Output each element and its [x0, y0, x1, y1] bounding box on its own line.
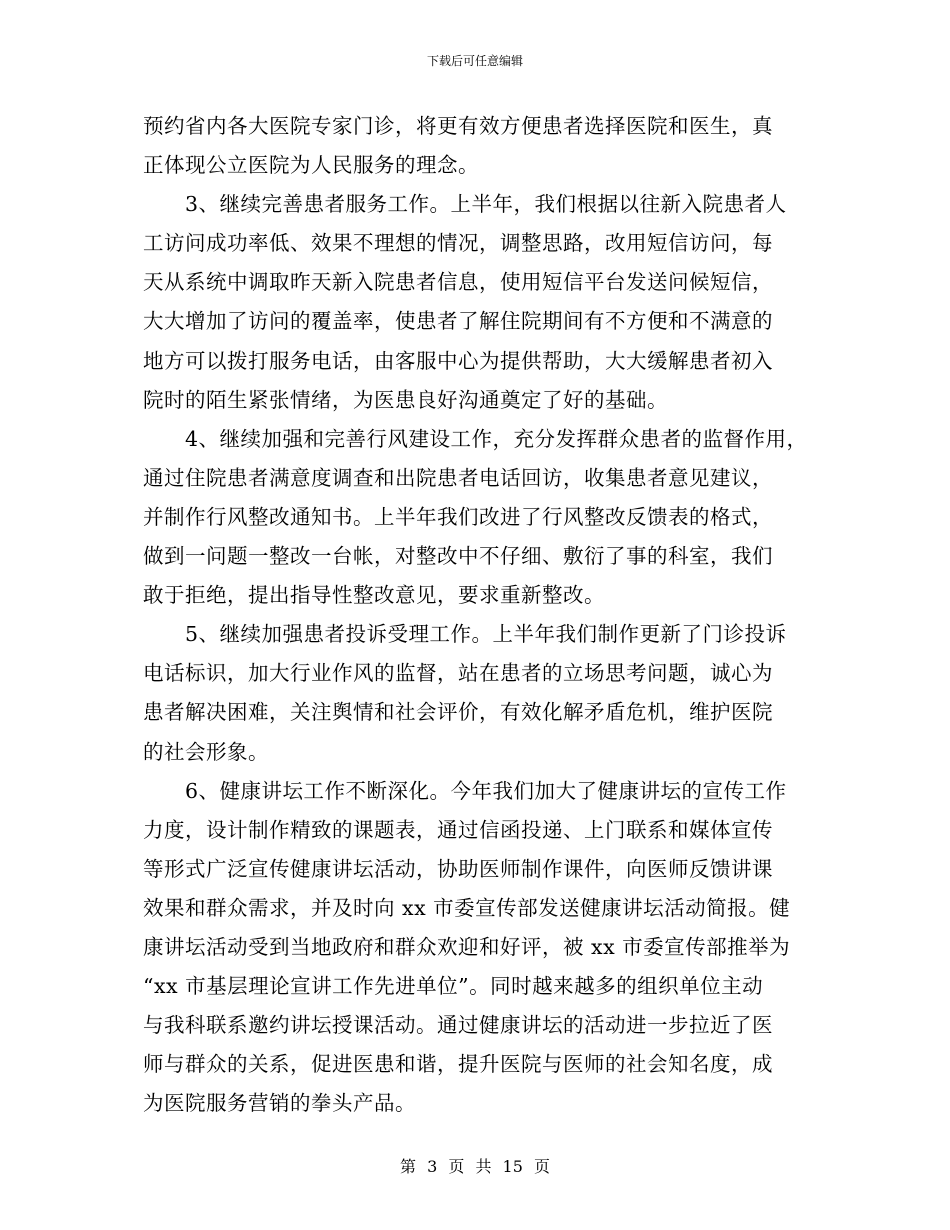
- text-line: 地方可以拨打服务电话，由客服中心为提供帮助，大大缓解患者初入: [143, 348, 773, 373]
- text-line: 天从系统中调取昨天新入院患者信息，使用短信平台发送问候短信，: [143, 270, 773, 295]
- text-line: 预约省内各大医院专家门诊，将更有效方便患者选择医院和医生，真: [143, 114, 773, 138]
- text-line: 3、继续完善患者服务工作。上半年，我们根据以往新入院患者人: [185, 192, 787, 217]
- text-line: 通过住院患者满意度调查和出院患者电话回访，收集患者意见建议，: [143, 465, 773, 490]
- text-line: 院时的陌生紧张情绪，为医患良好沟通奠定了好的基础。: [143, 387, 668, 412]
- text-line: 工访问成功率低、效果不理想的情况，调整思路，改用短信访问，每: [143, 231, 773, 256]
- text-line: 5、继续加强患者投诉受理工作。上半年我们制作更新了门诊投诉: [185, 622, 787, 647]
- page-header: 下载后可任意编辑: [426, 54, 523, 68]
- text-line: 康讲坛活动受到当地政府和群众欢迎和好评，被 xx 市委宣传部推举为: [143, 934, 791, 959]
- text-line: 电话标识，加大行业作风的监督，站在患者的立场思考问题，诚心为: [143, 661, 773, 686]
- text-line: 正体现公立医院为人民服务的理念。: [143, 153, 479, 178]
- text-line: “xx 市基层理论宣讲工作先进单位”。同时越来越多的组织单位主动: [143, 974, 764, 999]
- document-body: [143, 107, 823, 1123]
- text-line: 的社会形象。: [143, 739, 269, 764]
- text-line: 敢于拒绝，提出指导性整改意见，要求重新整改。: [143, 583, 605, 608]
- text-line: 效果和群众需求，并及时向 xx 市委宣传部发送健康讲坛活动简报。健: [143, 895, 791, 920]
- text-line: 做到一问题一整改一台帐，对整改中不仔细、敷衍了事的科室，我们: [143, 544, 773, 569]
- text-line: 等形式广泛宣传健康讲坛活动，协助医师制作课件，向医师反馈讲课: [143, 856, 773, 881]
- page-number-footer: 第 3 页 共 15 页: [400, 1157, 550, 1176]
- text-line: 患者解决困难，关注舆情和社会评价，有效化解矛盾危机，维护医院: [143, 700, 773, 725]
- text-line: 师与群众的关系，促进医患和谐，提升医院与医师的社会知名度，成: [143, 1052, 773, 1077]
- text-line: 并制作行风整改通知书。上半年我们改进了行风整改反馈表的格式，: [143, 504, 773, 529]
- text-line: 力度，设计制作精致的课题表，通过信函投递、上门联系和媒体宣传: [143, 817, 773, 842]
- text-line: 与我科联系邀约讲坛授课活动。通过健康讲坛的活动进一步拉近了医: [143, 1013, 773, 1038]
- text-line: 为医院服务营销的拳头产品。: [143, 1091, 416, 1116]
- text-line: 4、继续加强和完善行风建设工作，充分发挥群众患者的监督作用，: [185, 426, 808, 451]
- text-line: 6、健康讲坛工作不断深化。今年我们加大了健康讲坛的宣传工作: [185, 778, 787, 803]
- text-line: 大大增加了访问的覆盖率，使患者了解住院期间有不方便和不满意的: [143, 309, 773, 334]
